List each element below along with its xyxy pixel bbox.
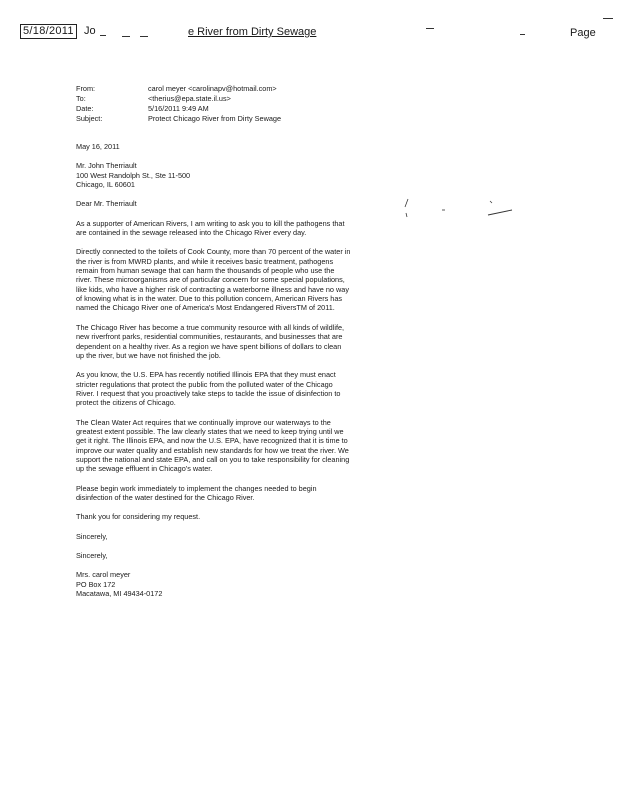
pen-mark-tick [406, 213, 407, 217]
signature-name: Mrs. carol meyer [76, 570, 131, 580]
letter-paragraph: As you know, the U.S. EPA has recently notified Illinois EPA that they must enact stricter regulations that protect the public from the polluted water of the Chicago River. I request that you proactively take steps to tackle the issue of disinfection to protect the citizens of Chicago. [76, 370, 341, 408]
recipient-address [76, 161, 351, 189]
header-scan-mark [603, 18, 613, 19]
letter-paragraph: As a supporter of American Rivers, I am writing to ask you to kill the pathogens that are contained in the sewage released into the Chicago River every day. [76, 218, 345, 238]
letter-paragraph: Please begin work immediately to implement the changes needed to begin disinfection of the water destined for the Chicago River. [76, 483, 317, 502]
closing-second: Sincerely, [76, 551, 108, 560]
margin-pen-marks [400, 195, 520, 225]
recipient-street: 100 West Randolph St., Ste 11-500 [76, 170, 191, 180]
letter-paragraph: The Clean Water Act requires that we continually improve our waterways to the greatest extent possible. The law clearly states that we need to keep trying until we get it right. The Illinois EPA, and now the U.S. EPA, have recognized that it is time to improve our water quality and establish new standards for how we treat the river. We support the national and state EPA, and call on you to take responsibility for cleaning up the sewage effluent in Chicago's water. [76, 417, 350, 474]
signature-block [76, 570, 351, 598]
header-subject-fragment: e River from Dirty Sewage [188, 26, 317, 38]
email-from-label: From: [76, 84, 96, 93]
pen-mark-stroke [488, 210, 512, 215]
salutation: Dear Mr. Therriault [76, 199, 137, 209]
email-date-row [76, 104, 281, 114]
header-scan-mark [140, 36, 148, 37]
email-subject-row [76, 114, 281, 124]
header-page-label: Page [570, 27, 596, 39]
header-scan-mark [426, 28, 434, 29]
header-scan-mark [100, 35, 106, 36]
recipient-city: Chicago, IL 60601 [76, 180, 135, 190]
letter-paragraph: Thank you for considering my request. [76, 512, 201, 522]
email-from-row [76, 84, 281, 94]
signature-po-box: PO Box 172 [76, 579, 116, 589]
letter-paragraph: Directly connected to the toilets of Cook County, more than 70 percent of the water in the river is from MWRD plants, and while it receives basic treatment, pathogens remain from human sewage that can harm the thousands of people who use the river. These microorganisms are of particular concern for some special populations, like kids, who have a higher risk of contracting a waterborne illness and have no way of knowing what is in the water. Due to this pollution concern, American Rivers has named the Chicago River one of America's Most Endangered RiversTM of 2011. [76, 247, 351, 313]
header-scan-mark [520, 34, 525, 35]
pen-mark-small [490, 201, 492, 203]
recipient-name: Mr. John Therriault [76, 161, 137, 171]
header-scan-mark [122, 36, 130, 37]
email-date-label: Date: [76, 104, 94, 113]
letter-date: May 16, 2011 [76, 142, 120, 151]
email-from-value: carol meyer <carolinapv@hotmail.com> [148, 84, 277, 93]
email-to-label: To: [76, 94, 86, 103]
letter-paragraph: The Chicago River has become a true community resource with all kinds of wildlife, new riverfront parks, residential communities, restaurants, and businesses that are dependent on a healthy river. As a region we have spent billions of dollars to clean up the river, but we have not finished the job. [76, 322, 345, 360]
signature-city: Macatawa, MI 49434-0172 [76, 589, 163, 599]
header-date: 5/18/2011 [20, 24, 77, 39]
email-to-row [76, 94, 281, 104]
pen-mark-slash [405, 199, 408, 207]
email-to-value: <therius@epa.state.il.us> [148, 94, 231, 103]
email-subject-label: Subject: [76, 114, 103, 123]
email-date-value: 5/16/2011 9:49 AM [148, 104, 209, 113]
email-subject-value: Protect Chicago River from Dirty Sewage [148, 114, 282, 123]
closing-first: Sincerely, [76, 531, 108, 541]
email-metadata [76, 84, 281, 124]
header-name-fragment: Jo [84, 25, 96, 37]
letter-body [76, 142, 351, 608]
